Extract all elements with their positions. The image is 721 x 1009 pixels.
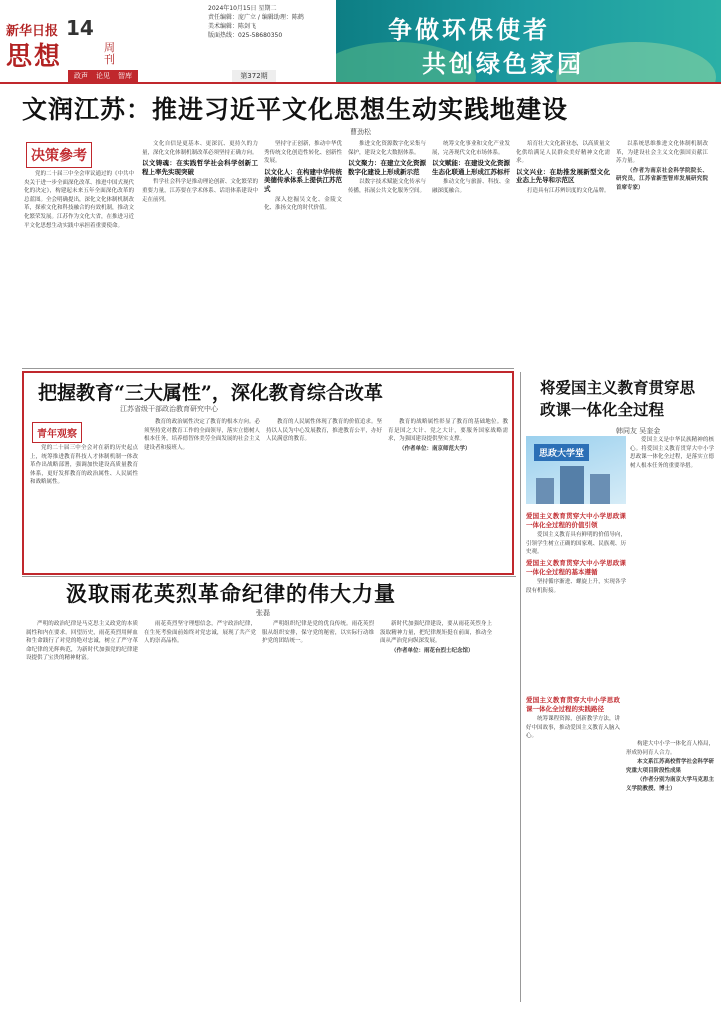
main-subhead-5: 以文兴业：在助推发展新型文化业态上先导和示范区 [516,167,610,185]
main-subhead-2: 以文化人：在构建中华传统美德传承体系上提供江苏范式 [264,167,342,193]
header-rule [0,82,721,84]
main-subhead-4: 以文赋能：在建设文化资源生态化联通上形成江苏标杆 [432,159,510,176]
main-byline: 曹劲松 [350,128,371,136]
channel-thinktank: 智库 [118,72,132,80]
section-stamp: 决策參考 [26,142,92,168]
banner-line-1: 争做环保使者 [388,16,550,44]
feature-stamp: 青年观察 [32,422,82,443]
bottom-column-1 [26,620,138,1004]
main-column-7: 以系统思维推进文化体制机制改革，为建设社会主义文化强国贡献江苏力量。 （作者为南京社会科学院院长、研究员，江苏省新型智库发展研究院首席专家） [616,141,708,191]
right-subhead-1: 爱国主义教育贯穿大中小学思政课一体化全过程的价值引领 [526,512,626,529]
main-intro-text: 党的二十届三中全会审议通过的《中共中央关于进一步全面深化改革、推进中国式现代化的决定》，构建起未来五年全面深化改革的总蓝图。全会明确提出，深化文化体制机制改革，探索文化和科技融合的有效机制，推动文化繁荣发展。江苏作为文化大省，在推进习近平文化思想生动实践中承担着重要使命。 [24,171,134,229]
building-shape [536,478,554,504]
right-column-d: 构建大中小学一体化育人格局，形成协同育人合力。 本文系江苏高校哲学社会科学研究重大项目阶段性成果 （作者分别为南京大学马克思主义学院教授、博士） [626,741,714,792]
feature-column-4: 教育的战略属性彰显了教育的基础地位。教育是国之大计、党之大计，要服务国家战略需求，为强国建设提供坚实支撑。 （作者单位：南京师范大学） [388,419,508,452]
right-column-b: 爱国主义教育贯穿大中小学思政课一体化全过程的价值引领 爱国主义教育具有鲜明的价值导向，引领学生树立正确的国家观、民族观、历史观。 爱国主义教育贯穿大中小学思政课一体化全过程的基本遵循 坚持循序渐进、螺旋上升，实现各学段有机衔接。 [526,512,626,594]
feature-headline: 把握教育“三大属性”，深化教育综合改革 [38,382,383,404]
main-author-note: （作者为南京社会科学院院长、研究员，江苏省新型智库发展研究院首席专家） [616,167,708,191]
bottom-headline: 汲取雨花英烈革命纪律的伟大力量 [66,581,396,606]
classroom-illustration [526,436,626,504]
feature-byline: 江苏省级干部政治教育研究中心 [120,405,218,413]
right-author-note: （作者分别为南京大学马克思主义学院教授、博士） [626,777,714,792]
main-subhead-1: 以文铸魂：在实践哲学社会科学创新工程上率先实现突破 [142,159,258,176]
right-column-a: 爱国主义是中华民族精神的核心。将爱国主义教育贯穿大中小学思政课一体化全过程，是落实立德树人根本任务的重要举措。 [630,437,714,469]
bottom-byline: 张磊 [256,609,270,617]
right-byline: 韩同友 吴奎金 [616,427,661,435]
building-shape [560,466,584,504]
main-intro-column [24,170,134,365]
divider-line [22,576,516,577]
divider-line [22,368,514,369]
feature-intro-text: 党的二十届三中全会对在新的历史起点上，统筹推进教育科技人才体制机制一体改革作出战略部署，强调加快建设高质量教育体系，更好发挥教育的政治属性、人民属性和战略属性。 [30,445,138,486]
edition-badge: 第372期 [232,70,276,82]
feature-author-note: （作者单位：南京师范大学） [399,445,471,452]
feature-column-2: 教育的政治属性决定了教育的根本方向。必须坚持党对教育工作的全面领导，落实立德树人根本任务，培养德智体美劳全面发展的社会主义建设者和接班人。 [144,419,260,451]
banner-line-2: 共创绿色家园 [422,50,584,78]
main-headline: 文润江苏：推进习近平文化思想生动实践地建设 [22,95,569,124]
bottom-column-3: 严明组织纪律是党的优良传统。雨花英烈服从组织安排，保守党的秘密，以实际行动维护党的团结统一。 [262,621,374,645]
feature-column-1 [30,444,138,570]
main-column-6: 培育壮大文化新业态，以高质量文化供给满足人民群众美好精神文化需求。 以文兴业：在助推发展新型文化业态上先导和示范区 打造具有江苏辨识度的文化品牌。 [516,141,610,194]
environment-banner [336,0,721,82]
illustration-label: 思政大学堂 [534,444,589,461]
art-editor-line: 美术编辑：陈剑飞 [208,23,257,30]
newspaper-logo: 新华日报 [6,24,59,39]
bottom-author-note: （作者单位：雨花台烈士纪念馆） [391,647,474,654]
main-column-4: 推进文化资源数字化采集与保护，建设文化大数据体系。 以文聚力：在建立文化资源数字化建设上形成新示范 以数字技术赋能文化传承与传播，拓展公共文化服务空间。 [348,141,426,194]
right-subhead-3: 爱国主义教育贯穿大中小学思政课一体化全过程的实践路径 [526,696,620,713]
feature-column-3: 教育的人民属性体现了教育的价值追求。坚持以人民为中心发展教育，推进教育公平，办好人民满意的教育。 [266,419,382,443]
section-sub: 周刊 [104,41,115,66]
channel-bar [68,70,138,82]
bottom-column-2: 雨花英烈坚守理想信念，严守政治纪律，在生死考验面前始终对党忠诚，展现了共产党人的崇高品格。 [144,621,256,645]
channel-politics: 政声 [74,72,88,80]
date-line: 2024年10月15日 星期二 [208,5,277,12]
right-subhead-2: 爱国主义教育贯穿大中小学思政课一体化全过程的基本遵循 [526,558,626,576]
main-subhead-3: 以文聚力：在建立文化资源数字化建设上形成新示范 [348,159,426,176]
bottom-intro-text: 严明的政治纪律是马克思主义政党的本质属性和内在要求。回望历史，雨花英烈用鲜血和生命践行了对党的绝对忠诚，树立了严守革命纪律的光辉典范，为新时代加强党的纪律建设提供了宝贵的精神财富。 [26,621,138,662]
right-column-c: 爱国主义教育贯穿大中小学思政课一体化全过程的实践路径 统筹课程资源，创新教学方法，讲好中国故事，推动爱国主义教育入脑入心。 [526,696,620,740]
editor-line: 责任编辑：庞广立 / 编辑助理：陈鹤 [208,14,304,21]
header-info [208,4,304,40]
main-column-5: 统筹文化事业和文化产业发展，完善现代文化市场体系。 以文赋能：在建设文化资源生态化联通上形成江苏标杆 推动文化与旅游、科技、金融深度融合。 [432,141,510,194]
divider-line [520,372,521,1002]
bottom-column-4: 新时代加强纪律建设，要从雨花英烈身上汲取精神力量，把纪律规矩挺在前面，推动全面从严治党向纵深发展。 （作者单位：雨花台烈士纪念馆） [380,621,492,654]
hotline: 版面热线：025-58680350 [208,32,283,39]
right-fund-note: 本文系江苏高校哲学社会科学研究重大项目阶段性成果 [626,759,714,774]
section-logo: 思想 [6,42,63,72]
channel-views: 论见 [96,72,110,80]
main-column-3: 坚持守正创新，推动中华优秀传统文化创造性转化、创新性发展。 以文化人：在构建中华传统美德传承体系上提供江苏范式 深入挖掘吴文化、金陵文化、淮扬文化的时代价值。 [264,141,342,212]
main-column-2: 文化自信是更基本、更深沉、更持久的力量，深化文化体制机制改革必须坚持正确方向。 以文铸魂：在实践哲学社会科学创新工程上率先实现突破 哲学社会科学是推动理论创新、文化繁荣的重要力量，江苏要在学术体系、话语体系建设中走在前列。 [142,141,258,203]
building-shape [590,474,610,504]
right-headline: 将爱国主义教育贯穿思政课一体化全过程 [540,378,696,419]
page-number: 14 [66,16,94,40]
